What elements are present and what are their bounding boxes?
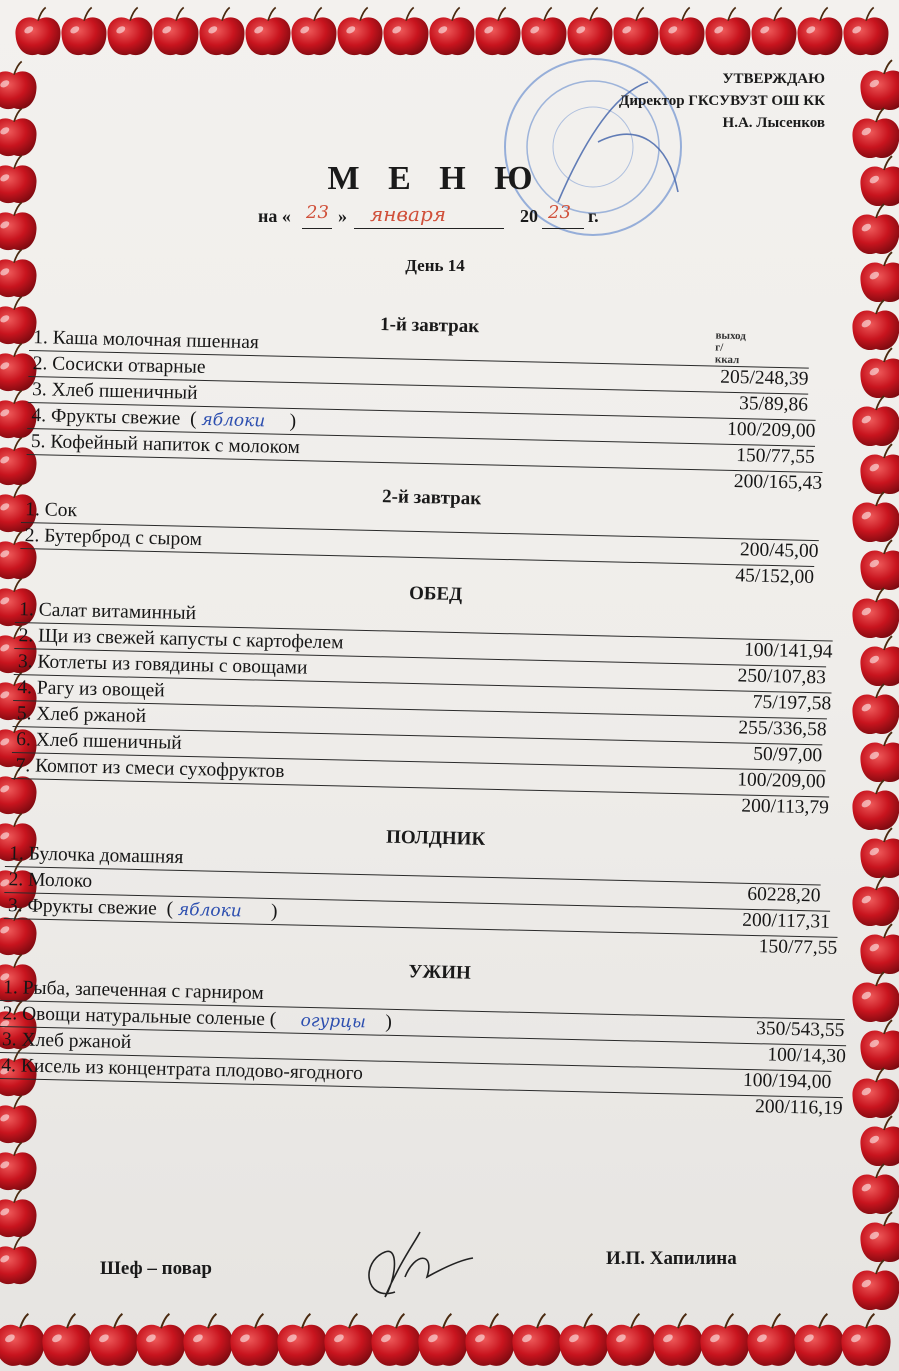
menu-item: 1. Салат витаминный 100/141,94 [15, 596, 833, 642]
apple-icon [61, 7, 106, 55]
apple-icon [429, 7, 474, 55]
chef-signature [355, 1222, 475, 1312]
apple-icon [852, 204, 899, 254]
apple-icon [521, 7, 566, 55]
chef-label: Шеф – повар [100, 1258, 212, 1279]
apple-icon [860, 828, 899, 878]
approval-name: Н.А. Лысенков [722, 115, 825, 131]
apple-icon [183, 1314, 232, 1366]
apple-icon [747, 1314, 796, 1366]
section-title: 1-й завтрак [379, 313, 480, 338]
date-suffix: г. [588, 206, 599, 226]
apple-icon [15, 7, 60, 55]
apple-icon [843, 7, 888, 55]
apple-icon [852, 1260, 899, 1310]
apple-icon [89, 1314, 138, 1366]
handwritten-note: яблоки [201, 409, 266, 432]
approval-block [480, 68, 825, 134]
apple-icon [0, 108, 37, 156]
section-title: УЖИН [408, 961, 472, 984]
apple-icon [852, 876, 899, 926]
apple-icon [653, 1314, 702, 1366]
apple-icon [751, 7, 796, 55]
menu-item: 3. Хлеб пшеничный 100/209,00 [28, 376, 816, 421]
date-month: января [370, 202, 447, 226]
apple-icon [860, 1020, 899, 1070]
apple-icon [841, 1314, 890, 1366]
menu-item: 6. Хлеб пшеничный 100/209,00 [12, 726, 826, 771]
menu-item: 1. Каша молочная пшенная 205/248,39 [29, 324, 809, 369]
apple-icon [42, 1314, 91, 1366]
apple-icon [383, 7, 428, 55]
apple-icon [852, 492, 899, 542]
apple-icon [794, 1314, 843, 1366]
apple-icon [860, 60, 899, 110]
menu-item: 4. Рагу из овощей 255/336,58 [13, 674, 827, 719]
apple-icon [700, 1314, 749, 1366]
menu-item: 2. Овощи натуральные соленые ( огурцы ) 100/14,30 [0, 1000, 847, 1046]
date-prefix: на « [258, 206, 291, 226]
handwritten-note: яблоки [177, 899, 242, 922]
apple-icon [852, 1164, 899, 1214]
apple-icon [606, 1314, 655, 1366]
date-year: 23 [548, 202, 571, 223]
menu-item: 2. Бутерброд с сыром 45/152,00 [20, 522, 814, 567]
apple-icon [0, 1095, 37, 1143]
apple-icon [797, 7, 842, 55]
menu-item: 3. Фрукты свежие ( яблоки ) 150/77,55 [4, 892, 838, 938]
date-close: » [338, 206, 347, 226]
apple-icon [371, 1314, 420, 1366]
apple-icon [860, 540, 899, 590]
menu-item: 2. Щи из свежей капусты с картофелем 250/107,83 [14, 622, 826, 667]
apple-icon [852, 684, 899, 734]
apple-icon [475, 7, 520, 55]
apple-icon [153, 7, 198, 55]
apple-icon [136, 1314, 185, 1366]
apple-icon [860, 924, 899, 974]
apple-icon [0, 61, 37, 109]
column-header: выход г/ккал [714, 329, 746, 367]
menu-item: 7. Компот из смеси сухофруктов 200/113,79 [11, 752, 829, 798]
section-title: ПОЛДНИК [385, 826, 486, 850]
apple-icon [860, 732, 899, 782]
apple-icon [705, 7, 750, 55]
menu-item: 1. Рыба, запеченная с гарниром 350/543,55 [0, 974, 845, 1020]
apple-icon [860, 1212, 899, 1262]
section-title: 2-й завтрак [381, 486, 482, 510]
menu-item: 3. Хлеб ржаной 100/194,00 [0, 1026, 832, 1072]
menu-item: 1. Сок 200/45,00 [21, 496, 819, 541]
menu-item: 5. Кофейный напиток с молоком 200/165,43 [27, 428, 823, 473]
apple-icon [277, 1314, 326, 1366]
apple-icon [107, 7, 152, 55]
apple-icon [230, 1314, 279, 1366]
apple-icon [852, 300, 899, 350]
day-label: День 14 [405, 256, 465, 275]
apple-icon [852, 588, 899, 638]
menu-item: 1. Булочка домашняя 60228,20 [5, 840, 821, 886]
apple-icon [567, 7, 612, 55]
apple-icon [852, 108, 899, 158]
apple-icon [465, 1314, 514, 1366]
apple-icon [860, 636, 899, 686]
apple-icon [860, 444, 899, 494]
apple-icon [0, 1236, 37, 1284]
section-title: ОБЕД [408, 582, 463, 606]
apple-icon [337, 7, 382, 55]
apple-icon [613, 7, 658, 55]
apple-icon [418, 1314, 467, 1366]
handwritten-note: огурцы [300, 1010, 367, 1033]
apple-icon [0, 1314, 45, 1366]
apple-icon [559, 1314, 608, 1366]
apple-icon [852, 780, 899, 830]
menu-item: 2. Молоко 200/117,31 [4, 866, 830, 912]
apple-icon [0, 1189, 37, 1237]
menu-item: 3. Котлеты из говядины с овощами 75/197,58 [14, 648, 832, 694]
apple-icon [852, 396, 899, 446]
apple-icon [199, 7, 244, 55]
apple-icon [0, 202, 37, 250]
apple-icon [291, 7, 336, 55]
menu-item: 4. Фрукты свежие ( яблоки ) 150/77,55 [27, 402, 815, 447]
apple-icon [245, 7, 290, 55]
approval-position: Директор ГКСУВУЗТ ОШ КК [619, 93, 825, 109]
apple-icon [0, 1142, 37, 1190]
apple-icon [852, 1068, 899, 1118]
menu-item: 2. Сосиски отварные 35/89,86 [28, 350, 808, 395]
chef-name: И.П. Хапилина [606, 1248, 737, 1269]
date-year-prefix: 20 [520, 206, 538, 226]
approval-title: УТВЕРЖДАЮ [722, 71, 825, 87]
date-day: 23 [306, 202, 329, 223]
apple-icon [324, 1314, 373, 1366]
apple-icon [512, 1314, 561, 1366]
menu-item: 5. Хлеб ржаной 50/97,00 [13, 700, 823, 745]
menu-item: 4. Кисель из концентрата плодово-ягодного 200/116,19 [0, 1052, 844, 1098]
apple-icon [860, 348, 899, 398]
page-title: М Е Н Ю [327, 160, 543, 197]
date-line [258, 200, 618, 232]
apple-icon [659, 7, 704, 55]
apple-icon [860, 1116, 899, 1166]
